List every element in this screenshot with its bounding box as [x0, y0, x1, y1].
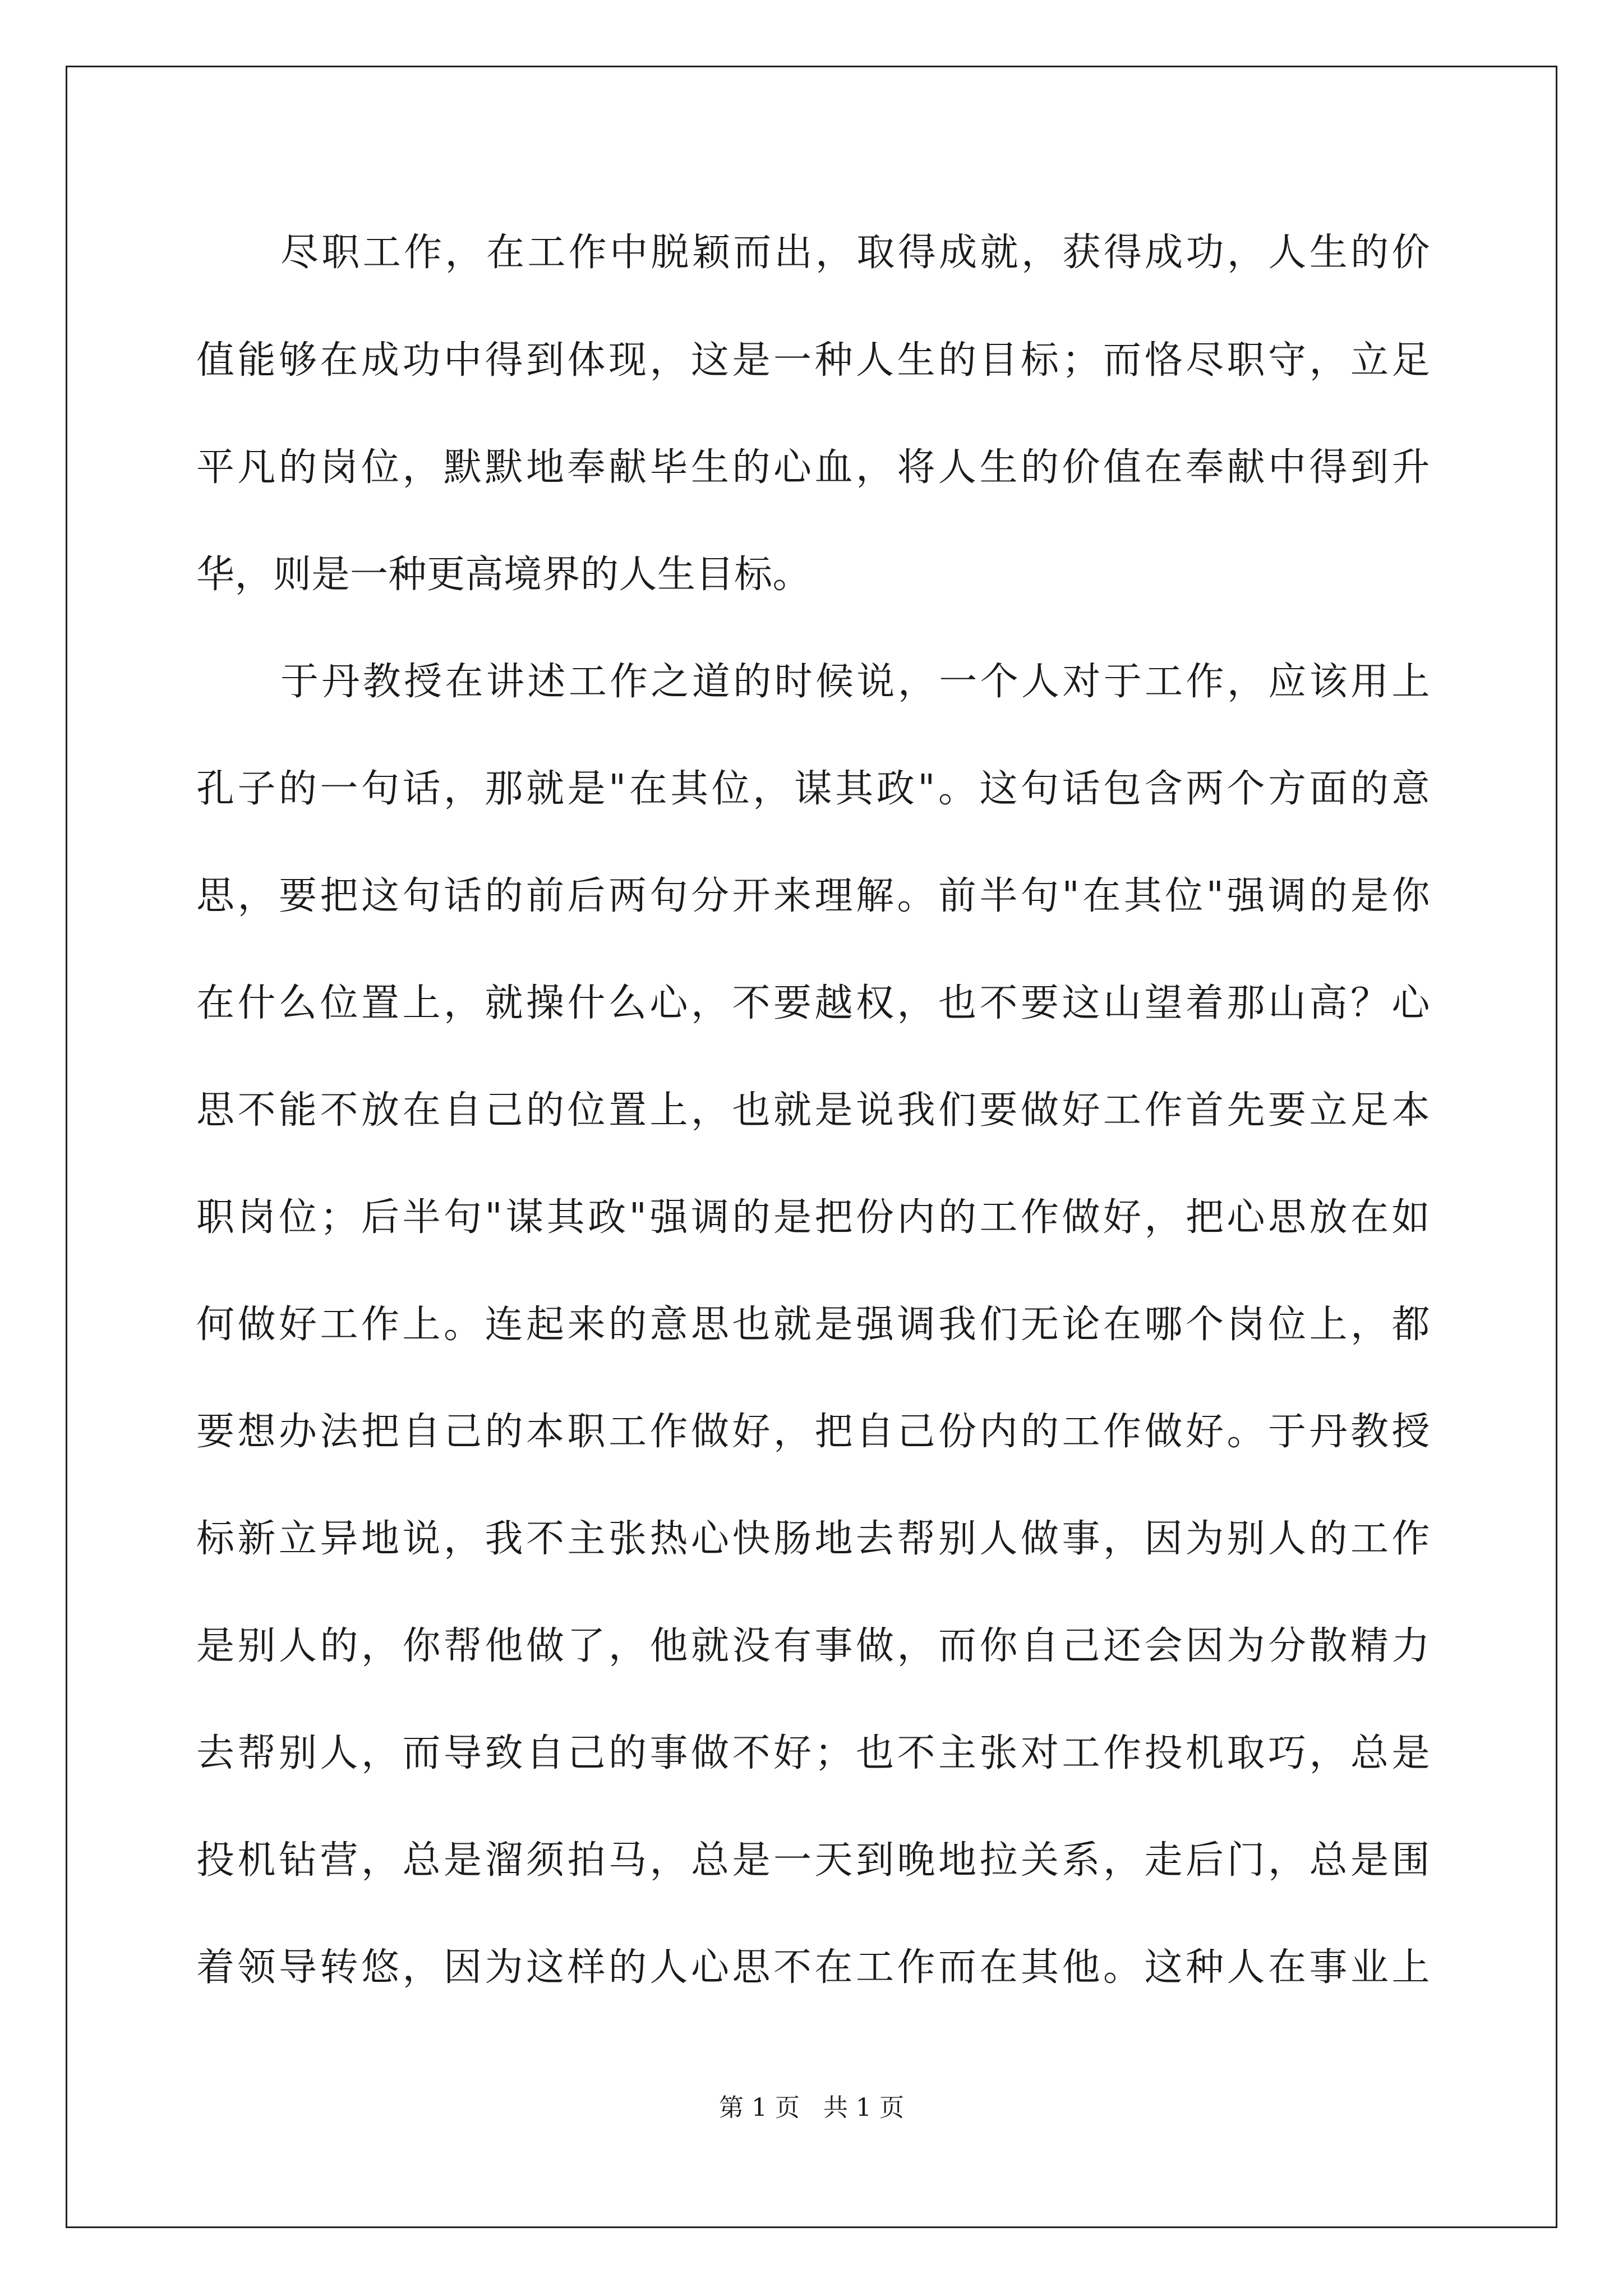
page-total: 共 1 页 [823, 2093, 904, 2122]
paragraph-2-line-5: 思不能不放在自己的位置上，也就是说我们要做好工作首先要立足本 [196, 1088, 1430, 1133]
paragraph-2-line-3: 思，要把这句话的前后两句分开来理解。前半句"在其位"强调的是你 [196, 874, 1430, 918]
paragraph-2-line-4: 在什么位置上，就操什么心，不要越权，也不要这山望着那山高？心 [196, 981, 1430, 1025]
paragraph-2-line-13: 着领导转悠，因为这样的人心思不在工作而在其他。这种人在事业上 [196, 1945, 1430, 1990]
paragraph-2-line-6: 职岗位；后半句"谋其政"强调的是把份内的工作做好，把心思放在如 [196, 1195, 1430, 1240]
paragraph-2-line-9: 标新立异地说，我不主张热心快肠地去帮别人做事，因为别人的工作 [196, 1517, 1430, 1561]
paragraph-1-line-1: 尽职工作，在工作中脱颖而出，取得成就，获得成功，人生的价 [280, 231, 1430, 275]
paragraph-1-line-2: 值能够在成功中得到体现，这是一种人生的目标；而恪尽职守，立足 [196, 338, 1430, 383]
page-border [66, 66, 1557, 2228]
page-number: 第 1 页 [719, 2093, 800, 2122]
paragraph-2-line-2: 孔子的一句话，那就是"在其位，谋其政"。这句话包含两个方面的意 [196, 767, 1430, 811]
paragraph-2-line-7: 何做好工作上。连起来的意思也就是强调我们无论在哪个岗位上，都 [196, 1303, 1430, 1347]
paragraph-2-line-1: 于丹教授在讲述工作之道的时候说，一个人对于工作，应该用上 [280, 660, 1430, 704]
paragraph-2-line-12: 投机钻营，总是溜须拍马，总是一天到晚地拉关系，走后门，总是围 [196, 1838, 1430, 1883]
paragraph-2-line-11: 去帮别人，而导致自己的事做不好；也不主张对工作投机取巧，总是 [196, 1731, 1430, 1775]
page-footer [0, 2091, 1623, 2125]
paragraph-2-line-8: 要想办法把自己的本职工作做好，把自己份内的工作做好。于丹教授 [196, 1410, 1430, 1454]
paragraph-1-line-3: 平凡的岗位，默默地奉献毕生的心血，将人生的价值在奉献中得到升 [196, 445, 1430, 490]
paragraph-2-line-10: 是别人的，你帮他做了，他就没有事做，而你自己还会因为分散精力 [196, 1624, 1430, 1668]
paragraph-1-line-4: 华，则是一种更高境界的人生目标。 [196, 553, 811, 597]
